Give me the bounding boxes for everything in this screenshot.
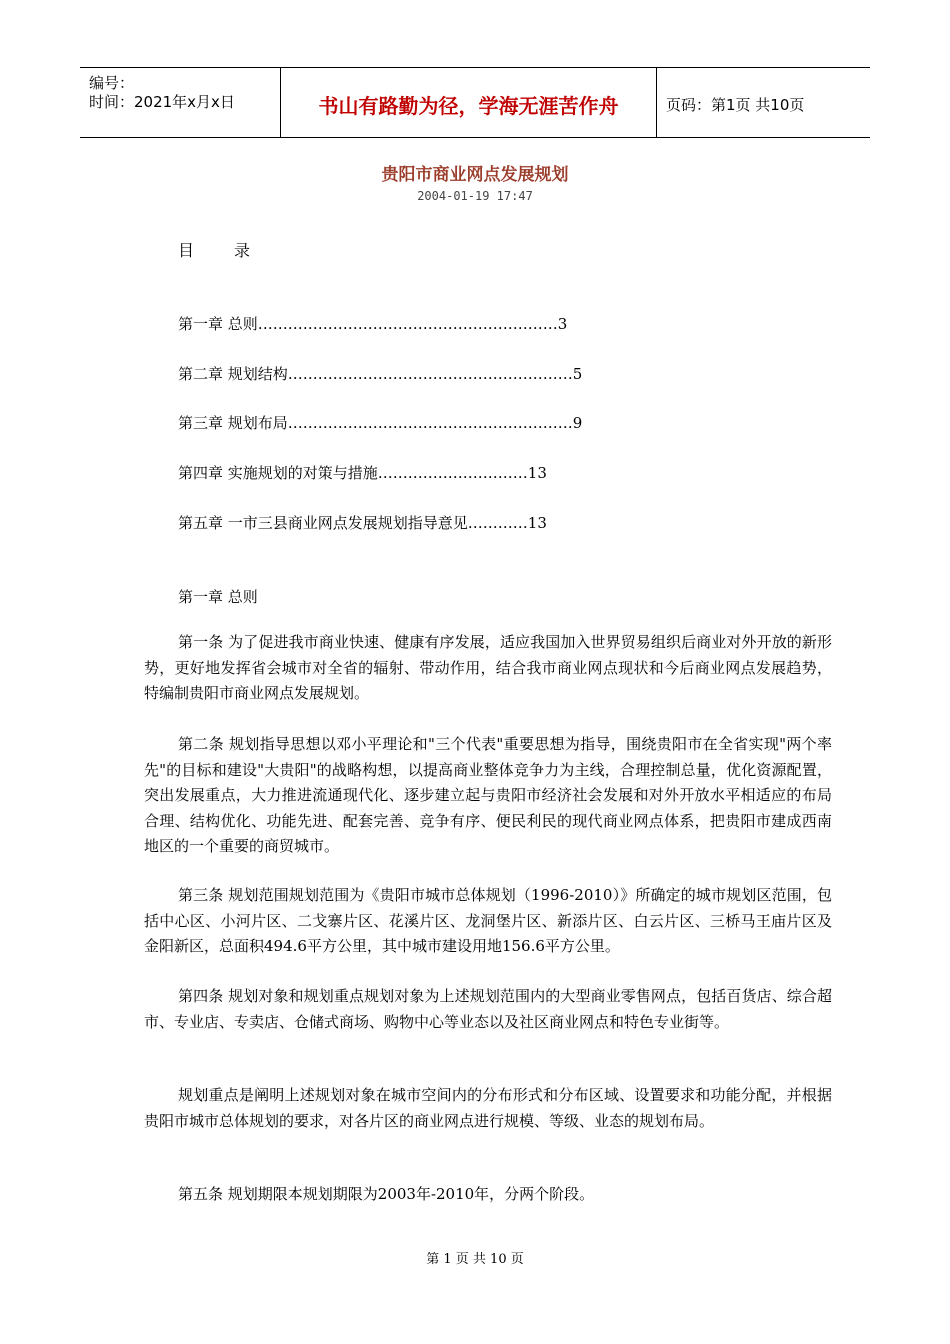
toc-item[interactable]: 第三章 规划布局…………………………………………………9 (178, 414, 583, 432)
chapter-heading: 第一章 总则 (178, 588, 258, 606)
toc-heading (178, 238, 250, 261)
toc-item[interactable]: 第五章 一市三县商业网点发展规划指导意见…………13 (178, 514, 547, 532)
document-title: 贵阳市商业网点发展规划 (381, 165, 569, 185)
paragraph: 第一条 为了促进我市商业快速、健康有序发展，适应我国加入世界贸易组织后商业对外开放的新形势，更好地发挥省会城市对全省的辐射、带动作用，结合我市商业网点现状和今后商业网点发展趋势，特编制贵阳市商业网点发展规划。 (144, 633, 832, 702)
header-page-cell (657, 68, 870, 137)
document-date: 2004-01-19 17:47 (417, 189, 533, 203)
header-motto-cell (281, 68, 657, 137)
toc-heading-char: 目 (178, 241, 195, 260)
page-header (80, 67, 870, 138)
motto: 书山有路勤为径，学海无涯苦作舟 (318, 94, 619, 118)
page-footer: 第 1 页 共 10 页 (426, 1252, 524, 1267)
paragraph: 第三条 规划范围规划范围为《贵阳市城市总体规划（1996-2010）》所确定的城市规划区范围，包括中心区、小河片区、二戈寨片区、花溪片区、龙洞堡片区、新添片区、白云片区、三桥马王庙片区及金阳新区，总面积494.6平方公里，其中城市建设用地156.6平方公里。 (144, 886, 832, 955)
paragraph: 规划重点是阐明上述规划对象在城市空间内的分布形式和分布区域、设置要求和功能分配，并根据贵阳市城市总体规划的要求，对各片区的商业网点进行规模、等级、业态的规划布局。 (144, 1086, 832, 1130)
paragraph: 第五条 规划期限本规划期限为2003年-2010年，分两个阶段。 (178, 1185, 595, 1203)
toc-item[interactable]: 第四章 实施规划的对策与措施…………………………13 (178, 464, 547, 482)
header-meta-cell (80, 68, 281, 137)
serial-label: 编号： (89, 74, 135, 92)
page-info: 页码：第1页 共10页 (666, 96, 805, 114)
time-label: 时间：2021年x月x日 (89, 93, 235, 111)
paragraph: 第四条 规划对象和规划重点规划对象为上述规划范围内的大型商业零售网点，包括百货店、综合超市、专业店、专卖店、仓储式商场、购物中心等业态以及社区商业网点和特色专业街等。 (144, 987, 832, 1031)
paragraph: 第二条 规划指导思想以邓小平理论和"三个代表"重要思想为指导，围绕贵阳市在全省实现"两个率先"的目标和建设"大贵阳"的战略构想，以提高商业整体竞争力为主线，合理控制总量，优化资源配置，突出发展重点，大力推进流通现代化、逐步建立起与贵阳市经济社会发展和对外开放水平相适应的布局合理、结构优化、功能先进、配套完善、竞争有序、便民利民的现代商业网点体系，把贵阳市建成西南地区的一个重要的商贸城市。 (144, 735, 832, 855)
toc-item[interactable]: 第一章 总则……………………………………………………3 (178, 315, 568, 333)
toc-heading-char: 录 (234, 241, 251, 260)
toc-item[interactable]: 第二章 规划结构…………………………………………………5 (178, 365, 583, 383)
